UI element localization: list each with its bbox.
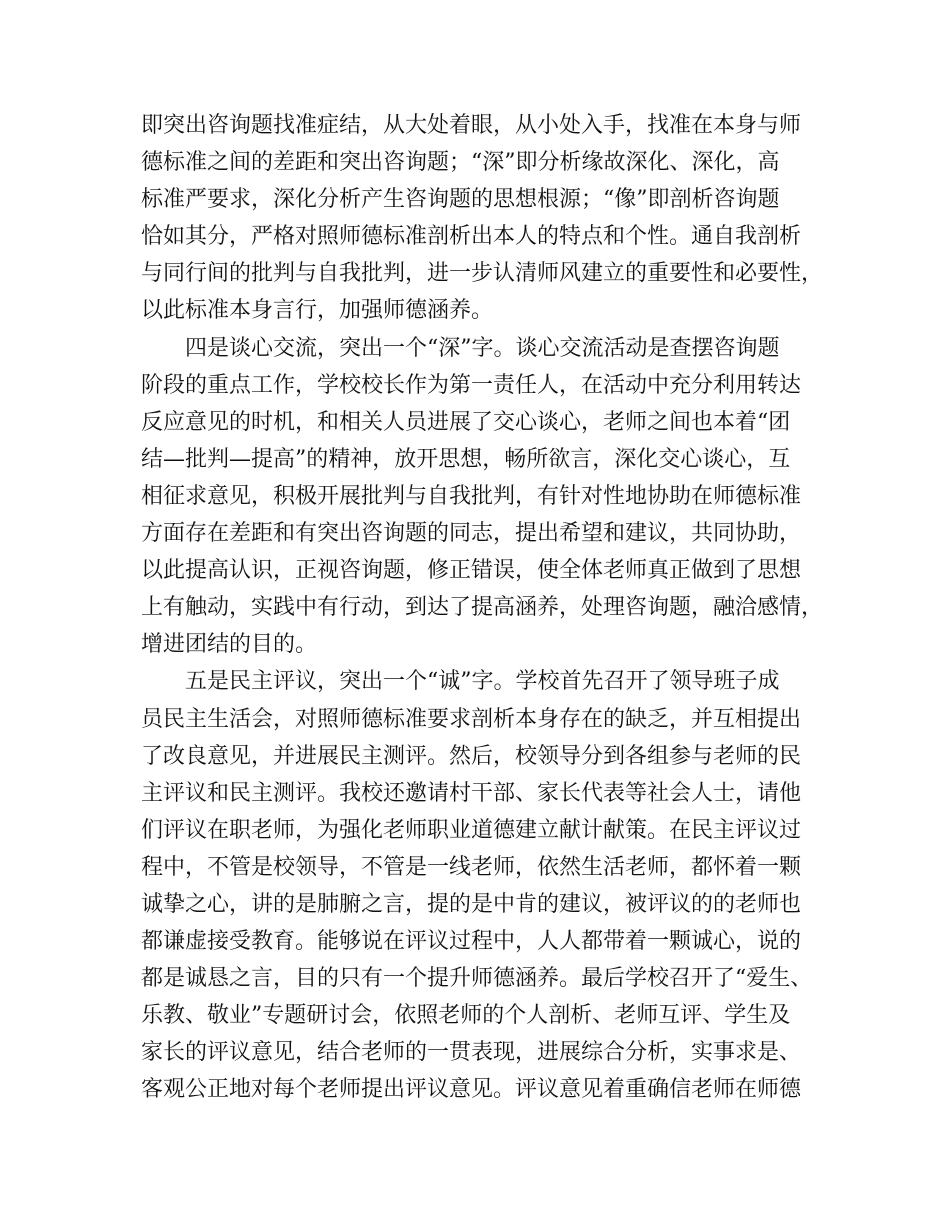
text-line: 相征求意见，积极开展批判与自我批判，有针对性地协助在师德标准 bbox=[141, 483, 802, 509]
text-line: 五是民主评议，突出一个“诚”字。学校首先召开了领导班子成 bbox=[185, 669, 780, 695]
paragraph-3 bbox=[141, 663, 821, 1108]
paragraph-1 bbox=[141, 107, 824, 330]
text-line: 方面存在差距和有突出咨询题的同志，提出希望和建议，共同协助， bbox=[141, 521, 802, 547]
text-line: 以此标准本身言行，加强师德涵养。 bbox=[141, 298, 494, 324]
text-line: 增进团结的目的。 bbox=[141, 632, 318, 658]
text-line: 都是诚恳之言，目的只有一个提升师德涵养。最后学校召开了“爱生、 bbox=[141, 966, 813, 992]
text-line: 家长的评议意见，结合老师的一贯表现，进展综合分析，实事求是、 bbox=[141, 1040, 802, 1066]
text-line: 客观公正地对每个老师提出评议意见。评议意见着重确信老师在师德 bbox=[141, 1077, 802, 1103]
text-line: 程中，不管是校领导，不管是一线老师，依然生活老师，都怀着一颗 bbox=[141, 854, 802, 880]
text-line: 即突出咨询题找准症结，从大处着眼，从小处入手，找准在本身与师 bbox=[141, 113, 802, 138]
text-line: 与同行间的批判与自我批判，进一步认清师风建立的重要性和必要性， bbox=[141, 261, 824, 287]
text-line: 标准严要求，深化分析产生咨询题的思想根源；“像”即剖析咨询题 bbox=[141, 187, 780, 213]
text-line: 以此提高认识，正视咨询题，修正错误，使全体老师真正做到了思想 bbox=[141, 558, 802, 584]
text-line: 阶段的重点工作，学校校长作为第一责任人，在活动中充分利用转达 bbox=[141, 372, 802, 398]
text-line: 四是谈心交流，突出一个“深”字。谈心交流活动是查摆咨询题 bbox=[185, 335, 780, 361]
text-line: 都谦虚接受教育。能够说在评议过程中，人人都带着一颗诚心，说的 bbox=[141, 929, 802, 955]
text-line: 乐教、敬业”专题研讨会，依照老师的个人剖析、老师互评、学生及 bbox=[141, 1003, 791, 1029]
text-line: 德标准之间的差距和突出咨询题；“深”即分析缘故深化、深化，高 bbox=[141, 150, 780, 176]
document-body bbox=[141, 107, 824, 1109]
text-line: 员民主生活会，对照师德标准要求剖析本身存在的缺乏，并互相提出 bbox=[141, 706, 802, 732]
text-line: 诚挚之心，讲的是肺腑之言，提的是中肯的建议，被评议的的老师也 bbox=[141, 891, 802, 917]
text-line: 结—批判—提高”的精神，放开思想，畅所欲言，深化交心谈心，互 bbox=[141, 446, 791, 472]
text-line: 们评议在职老师，为强化老师职业道德建立献计献策。在民主评议过 bbox=[141, 817, 802, 843]
text-line: 反应意见的时机，和相关人员进展了交心谈心，老师之间也本着“团 bbox=[141, 409, 791, 435]
paragraph-2 bbox=[141, 330, 824, 664]
text-line: 恰如其分，严格对照师德标准剖析出本人的特点和个性。通自我剖析 bbox=[141, 224, 802, 250]
text-line: 上有触动，实践中有行动，到达了提高涵养，处理咨询题，融洽感情， bbox=[141, 595, 824, 621]
text-line: 主评议和民主测评。我校还邀请村干部、家长代表等社会人士，请他 bbox=[141, 780, 802, 806]
text-line: 了改良意见，并进展民主测评。然后，校领导分到各组参与老师的民 bbox=[141, 743, 802, 769]
